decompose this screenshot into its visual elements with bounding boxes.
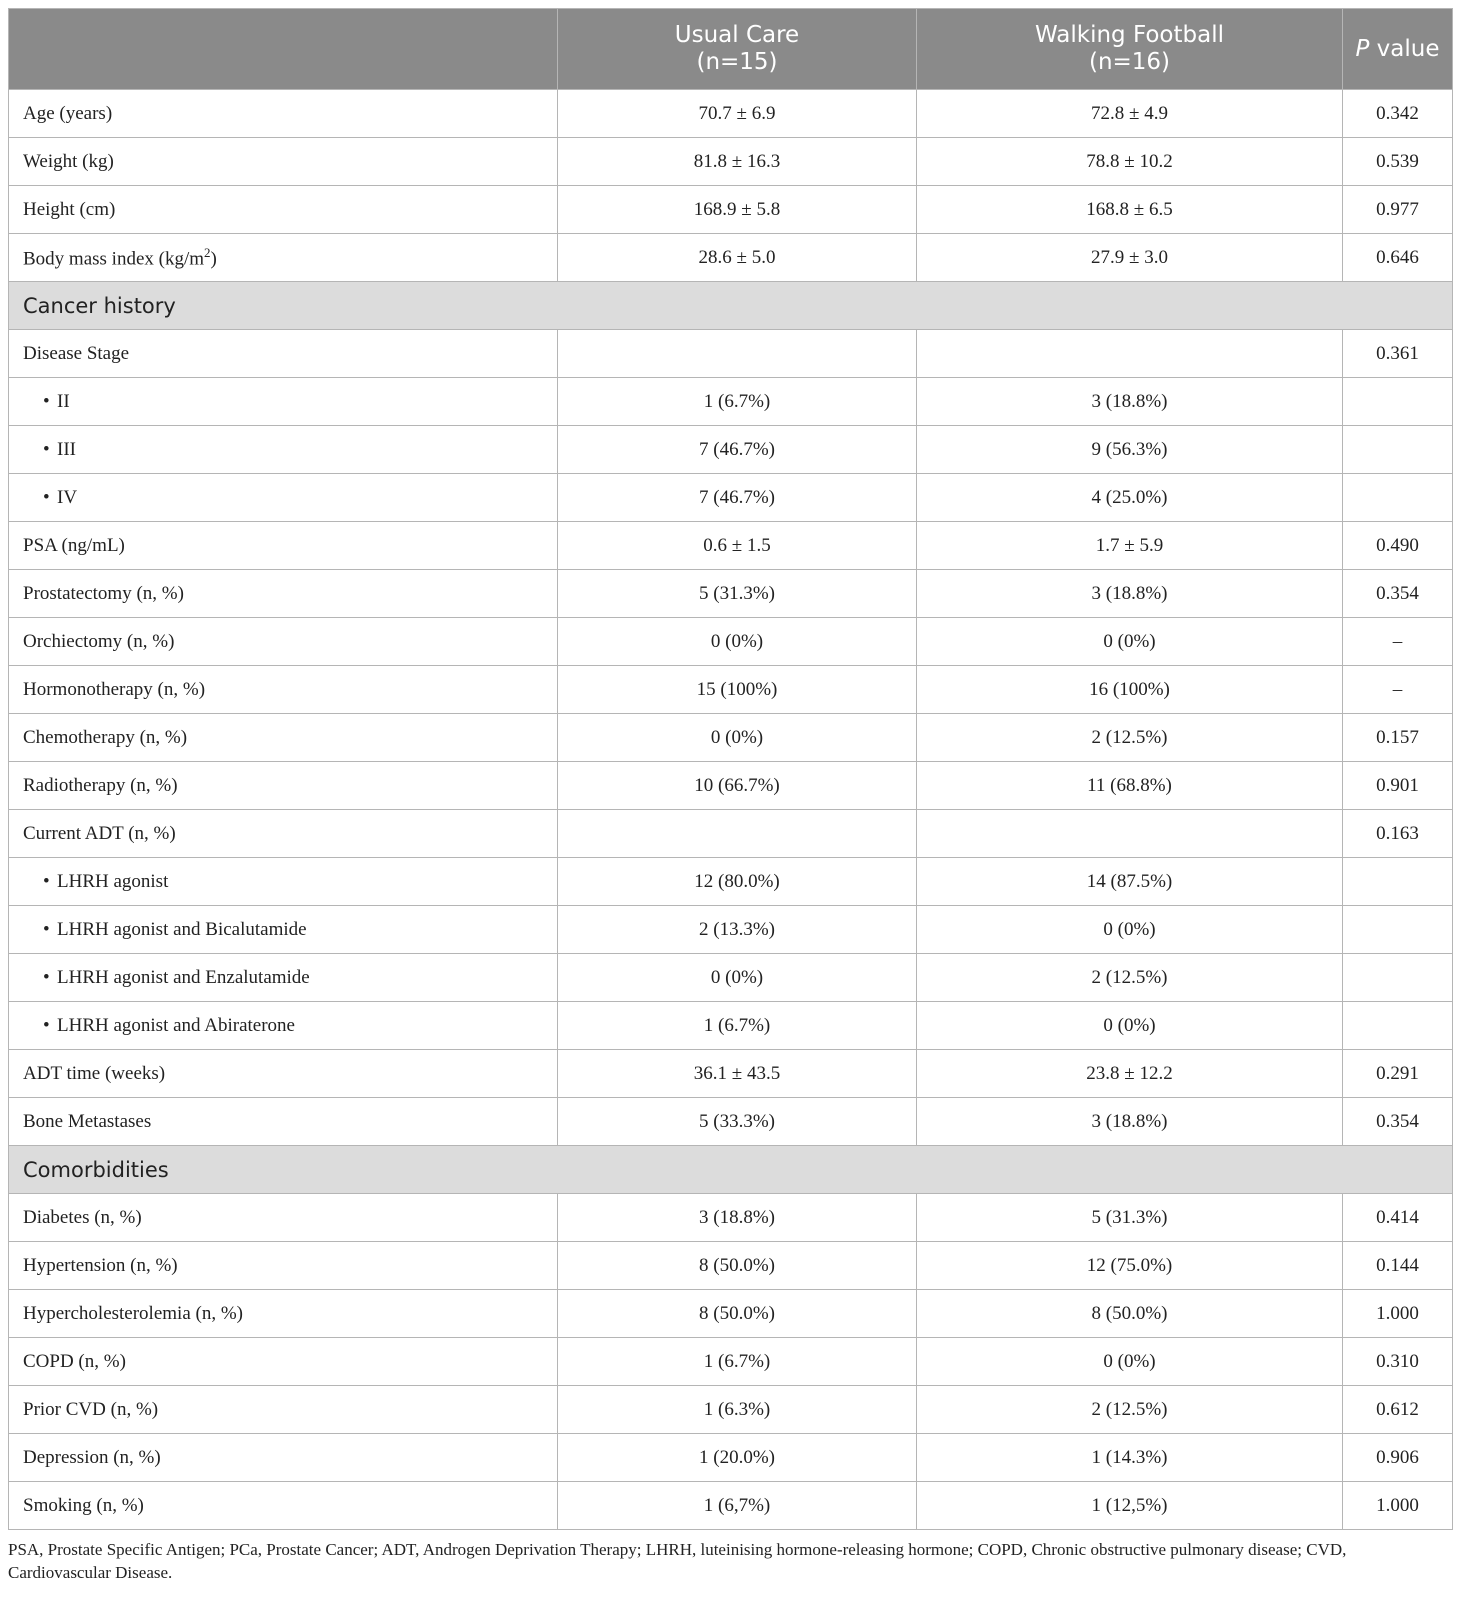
cell-usual-care: 5 (31.3%) bbox=[558, 570, 917, 618]
table-row bbox=[9, 1434, 1453, 1482]
row-label: Age (years) bbox=[9, 90, 558, 138]
cell-p-value: 0.354 bbox=[1343, 570, 1453, 618]
cell-usual-care: 12 (80.0%) bbox=[558, 858, 917, 906]
row-label-text: LHRH agonist bbox=[57, 870, 169, 892]
section-row bbox=[9, 282, 1453, 330]
row-label-superscript: 2 bbox=[204, 244, 211, 260]
cell-walking-football: 16 (100%) bbox=[917, 666, 1343, 714]
row-label-text: LHRH agonist and Bicalutamide bbox=[57, 918, 307, 940]
table-row bbox=[9, 1482, 1453, 1530]
row-label-text: II bbox=[57, 390, 70, 412]
cell-p-value: 0.157 bbox=[1343, 714, 1453, 762]
table-row bbox=[9, 1242, 1453, 1290]
table-row bbox=[9, 762, 1453, 810]
row-label: Chemotherapy (n, %) bbox=[9, 714, 558, 762]
cell-usual-care: 10 (66.7%) bbox=[558, 762, 917, 810]
section-row bbox=[9, 1146, 1453, 1194]
row-label-end: ) bbox=[210, 248, 217, 270]
cell-walking-football: 4 (25.0%) bbox=[917, 474, 1343, 522]
cell-usual-care: 0.6 ± 1.5 bbox=[558, 522, 917, 570]
table-row bbox=[9, 954, 1453, 1002]
cell-walking-football: 1 (12,5%) bbox=[917, 1482, 1343, 1530]
header-walking-football-title: Walking Football bbox=[1035, 22, 1224, 48]
cell-p-value: 0.342 bbox=[1343, 90, 1453, 138]
header-p-rest: value bbox=[1369, 35, 1440, 62]
cell-walking-football: 14 (87.5%) bbox=[917, 858, 1343, 906]
row-label-text: Body mass index (kg/m bbox=[23, 248, 205, 270]
cell-walking-football: 3 (18.8%) bbox=[917, 1098, 1343, 1146]
cell-walking-football: 3 (18.8%) bbox=[917, 570, 1343, 618]
table-row bbox=[9, 1338, 1453, 1386]
cell-walking-football: 9 (56.3%) bbox=[917, 426, 1343, 474]
bullet-icon: • bbox=[43, 1014, 50, 1036]
row-label: Height (cm) bbox=[9, 186, 558, 234]
cell-usual-care: 1 (6.7%) bbox=[558, 1338, 917, 1386]
row-label-text: LHRH agonist and Enzalutamide bbox=[57, 966, 310, 988]
row-sublabel bbox=[9, 426, 558, 474]
cell-walking-football: 1.7 ± 5.9 bbox=[917, 522, 1343, 570]
row-label: PSA (ng/mL) bbox=[9, 522, 558, 570]
header-row bbox=[9, 9, 1453, 90]
table-row bbox=[9, 1386, 1453, 1434]
header-walking-football-n: (n=16) bbox=[1088, 49, 1171, 75]
cell-walking-football: 2 (12.5%) bbox=[917, 1386, 1343, 1434]
cell-walking-football: 78.8 ± 10.2 bbox=[917, 138, 1343, 186]
cell-usual-care: 8 (50.0%) bbox=[558, 1290, 917, 1338]
table-row bbox=[9, 330, 1453, 378]
table-row bbox=[9, 186, 1453, 234]
row-sublabel bbox=[9, 954, 558, 1002]
cell-p-value: 0.310 bbox=[1343, 1338, 1453, 1386]
cell-walking-football: 3 (18.8%) bbox=[917, 378, 1343, 426]
table-row bbox=[9, 906, 1453, 954]
table-row bbox=[9, 1098, 1453, 1146]
cell-usual-care: 7 (46.7%) bbox=[558, 474, 917, 522]
row-label-text: III bbox=[57, 438, 76, 460]
row-label: Hypercholesterolemia (n, %) bbox=[9, 1290, 558, 1338]
table-row bbox=[9, 1290, 1453, 1338]
bullet-icon: • bbox=[43, 870, 50, 892]
cell-usual-care: 1 (6.7%) bbox=[558, 1002, 917, 1050]
cell-usual-care: 168.9 ± 5.8 bbox=[558, 186, 917, 234]
cell-p-value: 0.361 bbox=[1343, 330, 1453, 378]
baseline-characteristics-table bbox=[8, 8, 1453, 1530]
cell-p-value: 0.977 bbox=[1343, 186, 1453, 234]
row-label: Bone Metastases bbox=[9, 1098, 558, 1146]
cell-p-value bbox=[1343, 906, 1453, 954]
cell-walking-football: 168.8 ± 6.5 bbox=[917, 186, 1343, 234]
bullet-icon: • bbox=[43, 966, 50, 988]
header-walking-football bbox=[917, 9, 1343, 90]
cell-usual-care: 3 (18.8%) bbox=[558, 1194, 917, 1242]
row-label: Smoking (n, %) bbox=[9, 1482, 558, 1530]
cell-usual-care bbox=[558, 330, 917, 378]
cell-usual-care: 2 (13.3%) bbox=[558, 906, 917, 954]
row-label: COPD (n, %) bbox=[9, 1338, 558, 1386]
cell-walking-football: 23.8 ± 12.2 bbox=[917, 1050, 1343, 1098]
cell-p-value: 0.163 bbox=[1343, 810, 1453, 858]
cell-usual-care: 15 (100%) bbox=[558, 666, 917, 714]
row-label-text: IV bbox=[57, 486, 78, 508]
row-label: Orchiectomy (n, %) bbox=[9, 618, 558, 666]
cell-usual-care: 5 (33.3%) bbox=[558, 1098, 917, 1146]
cell-p-value bbox=[1343, 954, 1453, 1002]
cell-p-value bbox=[1343, 426, 1453, 474]
table-row bbox=[9, 714, 1453, 762]
cell-walking-football: 0 (0%) bbox=[917, 1338, 1343, 1386]
cell-usual-care: 0 (0%) bbox=[558, 618, 917, 666]
cell-walking-football: 5 (31.3%) bbox=[917, 1194, 1343, 1242]
row-label bbox=[9, 234, 558, 282]
cell-usual-care: 1 (6.3%) bbox=[558, 1386, 917, 1434]
cell-p-value: 0.490 bbox=[1343, 522, 1453, 570]
cell-walking-football: 0 (0%) bbox=[917, 618, 1343, 666]
table-row bbox=[9, 570, 1453, 618]
row-label: Prior CVD (n, %) bbox=[9, 1386, 558, 1434]
section-label: Cancer history bbox=[9, 282, 1453, 330]
cell-usual-care: 0 (0%) bbox=[558, 954, 917, 1002]
row-label: Prostatectomy (n, %) bbox=[9, 570, 558, 618]
row-sublabel bbox=[9, 906, 558, 954]
table-row bbox=[9, 1002, 1453, 1050]
cell-p-value: 1.000 bbox=[1343, 1290, 1453, 1338]
cell-usual-care: 1 (6,7%) bbox=[558, 1482, 917, 1530]
cell-usual-care: 81.8 ± 16.3 bbox=[558, 138, 917, 186]
row-label: Depression (n, %) bbox=[9, 1434, 558, 1482]
cell-p-value: 0.414 bbox=[1343, 1194, 1453, 1242]
cell-p-value: – bbox=[1343, 666, 1453, 714]
cell-walking-football: 8 (50.0%) bbox=[917, 1290, 1343, 1338]
header-usual-care-title: Usual Care bbox=[674, 22, 800, 48]
table-footnote: PSA, Prostate Specific Antigen; PCa, Prostate Cancer; ADT, Androgen Deprivation Therapy; LHRH, luteinising hormone-releasing hormone; COPD, Chronic obstructive pulmonary disease; CVD, Cardiovascular Disease. bbox=[8, 1540, 1347, 1582]
header-empty bbox=[9, 9, 558, 90]
cell-walking-football: 11 (68.8%) bbox=[917, 762, 1343, 810]
row-label: Hormonotherapy (n, %) bbox=[9, 666, 558, 714]
row-label: Disease Stage bbox=[9, 330, 558, 378]
cell-walking-football: 72.8 ± 4.9 bbox=[917, 90, 1343, 138]
cell-usual-care: 1 (6.7%) bbox=[558, 378, 917, 426]
row-label: ADT time (weeks) bbox=[9, 1050, 558, 1098]
table-container bbox=[8, 8, 1452, 1584]
row-label: Radiotherapy (n, %) bbox=[9, 762, 558, 810]
table-row bbox=[9, 426, 1453, 474]
table-body bbox=[9, 90, 1453, 1530]
table-row bbox=[9, 858, 1453, 906]
table-row bbox=[9, 138, 1453, 186]
cell-walking-football: 0 (0%) bbox=[917, 1002, 1343, 1050]
row-label-text: LHRH agonist and Abiraterone bbox=[57, 1014, 295, 1036]
table-row bbox=[9, 810, 1453, 858]
cell-p-value: 0.646 bbox=[1343, 234, 1453, 282]
table-row bbox=[9, 618, 1453, 666]
cell-usual-care: 0 (0%) bbox=[558, 714, 917, 762]
cell-walking-football: 0 (0%) bbox=[917, 906, 1343, 954]
cell-usual-care: 7 (46.7%) bbox=[558, 426, 917, 474]
cell-walking-football bbox=[917, 810, 1343, 858]
row-label: Weight (kg) bbox=[9, 138, 558, 186]
table-row bbox=[9, 1050, 1453, 1098]
cell-p-value: – bbox=[1343, 618, 1453, 666]
cell-usual-care: 36.1 ± 43.5 bbox=[558, 1050, 917, 1098]
cell-p-value bbox=[1343, 1002, 1453, 1050]
row-label: Diabetes (n, %) bbox=[9, 1194, 558, 1242]
table-row bbox=[9, 1194, 1453, 1242]
cell-usual-care: 70.7 ± 6.9 bbox=[558, 90, 917, 138]
table-row bbox=[9, 90, 1453, 138]
header-usual-care bbox=[558, 9, 917, 90]
cell-walking-football: 2 (12.5%) bbox=[917, 954, 1343, 1002]
table-row bbox=[9, 378, 1453, 426]
table-row bbox=[9, 522, 1453, 570]
bullet-icon: • bbox=[43, 486, 50, 508]
row-label: Current ADT (n, %) bbox=[9, 810, 558, 858]
cell-walking-football: 12 (75.0%) bbox=[917, 1242, 1343, 1290]
bullet-icon: • bbox=[43, 918, 50, 940]
header-p-value bbox=[1343, 9, 1453, 90]
cell-p-value bbox=[1343, 474, 1453, 522]
cell-p-value: 0.906 bbox=[1343, 1434, 1453, 1482]
cell-p-value bbox=[1343, 858, 1453, 906]
header-usual-care-n: (n=15) bbox=[696, 49, 778, 75]
cell-usual-care bbox=[558, 810, 917, 858]
row-label: Hypertension (n, %) bbox=[9, 1242, 558, 1290]
cell-usual-care: 28.6 ± 5.0 bbox=[558, 234, 917, 282]
row-sublabel bbox=[9, 1002, 558, 1050]
cell-walking-football: 1 (14.3%) bbox=[917, 1434, 1343, 1482]
row-sublabel bbox=[9, 858, 558, 906]
cell-p-value: 0.291 bbox=[1343, 1050, 1453, 1098]
bullet-icon: • bbox=[43, 390, 50, 412]
cell-p-value bbox=[1343, 378, 1453, 426]
cell-usual-care: 8 (50.0%) bbox=[558, 1242, 917, 1290]
cell-p-value: 0.144 bbox=[1343, 1242, 1453, 1290]
bullet-icon: • bbox=[43, 438, 50, 460]
cell-p-value: 0.612 bbox=[1343, 1386, 1453, 1434]
cell-walking-football: 27.9 ± 3.0 bbox=[917, 234, 1343, 282]
row-sublabel bbox=[9, 378, 558, 426]
table-row bbox=[9, 474, 1453, 522]
cell-walking-football bbox=[917, 330, 1343, 378]
cell-p-value: 0.539 bbox=[1343, 138, 1453, 186]
cell-p-value: 0.354 bbox=[1343, 1098, 1453, 1146]
table-row bbox=[9, 666, 1453, 714]
cell-p-value: 0.901 bbox=[1343, 762, 1453, 810]
section-label: Comorbidities bbox=[9, 1146, 1453, 1194]
cell-p-value: 1.000 bbox=[1343, 1482, 1453, 1530]
cell-walking-football: 2 (12.5%) bbox=[917, 714, 1343, 762]
cell-usual-care: 1 (20.0%) bbox=[558, 1434, 917, 1482]
header-p-italic: P bbox=[1355, 35, 1370, 62]
table-row bbox=[9, 234, 1453, 282]
row-sublabel bbox=[9, 474, 558, 522]
